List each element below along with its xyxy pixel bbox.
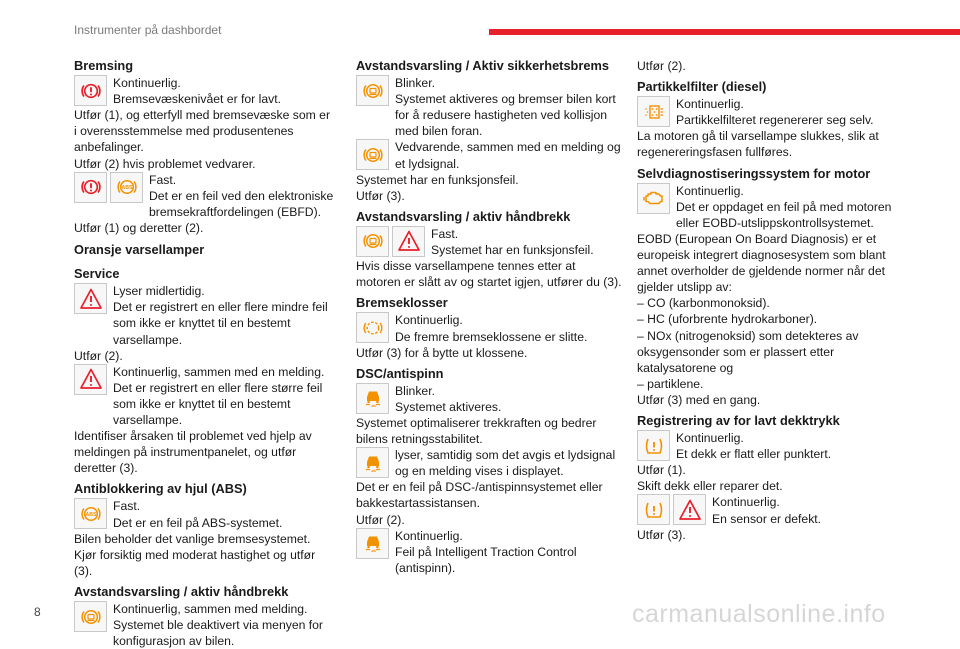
- paragraph: Utfør (1).: [637, 463, 686, 478]
- paragraph: Kjør forsiktig med moderat hastighet og utfør (3).: [74, 547, 316, 578]
- paragraph: Utfør (3).: [637, 527, 686, 542]
- paragraph: Systemet optimaliserer trekkraften og bedrer bilens retningsstabilitet.: [356, 415, 597, 447]
- watermark: carmanualsonline.info: [632, 600, 886, 628]
- paragraph: Det er en feil på DSC-/antispinnsystemet eller bakkestartassistansen.: [356, 480, 603, 511]
- heading-distance-safety-brake: Avstandsvarsling / Aktiv sikkerhetsbrems: [356, 58, 609, 73]
- section-header: Instrumenter på dashbordet: [74, 23, 222, 37]
- paragraph: EOBD (European On Board Diagnosis) er et europeisk integrert diagnosesystem som blant annet overholder de gjeldende normer når det gjelder utslipp av:: [637, 231, 886, 295]
- column-1: [74, 58, 336, 649]
- distance-alert-icon: [356, 226, 389, 257]
- warning-triangle-icon: [673, 494, 706, 525]
- tyre-pressure-icon: [637, 494, 670, 525]
- column-2: [356, 58, 622, 576]
- indicator-row: lyser, samtidig som det avgis et lydsignal og en melding vises i displayet.: [356, 447, 622, 479]
- brake-warning-icon: [74, 75, 107, 106]
- heading-distance-handbrake-2: Avstandsvarsling / aktiv håndbrekk: [356, 208, 571, 224]
- brake-pads-icon: [356, 312, 389, 343]
- indicator-row: Kontinuerlig, sammen med en melding. Det er registrert en eller flere større feil som ikke er knyttet til en bestemt varsellampe.: [74, 364, 336, 428]
- list-item: – CO (karbonmonoksid).: [637, 296, 770, 311]
- heading-brake-pads: Bremseklosser: [356, 295, 448, 311]
- heading-particle-filter: Partikkelfilter (diesel): [637, 79, 767, 95]
- list-item: – HC (uforbrente hydrokarboner).: [637, 312, 818, 327]
- indicator-row: Vedvarende, sammen med en melding og et lydsignal.: [356, 139, 622, 171]
- abs-icon: [110, 172, 143, 203]
- indicator-row: Fast. Det er en feil ved den elektroniske bremsekraftfordelingen (EBFD).: [74, 172, 336, 220]
- distance-alert-icon: [356, 75, 389, 106]
- indicator-row: Kontinuerlig. Det er oppdaget en feil på med motoren eller EOBD-utslippskontrollsystemet.: [637, 183, 899, 231]
- distance-alert-icon: [356, 139, 389, 170]
- paragraph: Systemet har en funksjonsfeil.: [356, 172, 519, 187]
- paragraph: Bilen beholder det vanlige bremsesystemet.: [74, 531, 311, 546]
- indicator-row: Kontinuerlig. En sensor er defekt.: [637, 494, 899, 526]
- list-item: – NOx (nitrogenoksid) som detekteres av oksygensonder som er plassert etter katalysatorene og: [637, 328, 859, 375]
- paragraph: Utfør (2).: [637, 59, 686, 73]
- warning-triangle-icon: [392, 226, 425, 257]
- engine-icon: [637, 183, 670, 214]
- abs-icon: [74, 498, 107, 529]
- dsc-icon: [356, 528, 389, 559]
- indicator-row: Kontinuerlig. Et dekk er flatt eller punktert.: [637, 430, 899, 462]
- heading-dsc: DSC/antispinn: [356, 365, 444, 381]
- column-3: [637, 58, 899, 543]
- indicator-row: Blinker. Systemet aktiveres og bremser bilen kort for å redusere hastigheten ved kollisjon med bilen foran.: [356, 75, 622, 139]
- indicator-row: Blinker. Systemet aktiveres.: [356, 383, 622, 415]
- paragraph: Hvis disse varsellampene tennes etter at motoren er slått av og startet igjen, utfører du (3).: [356, 259, 622, 290]
- heading-engine-diagnosis: Selvdiagnostiseringssystem for motor: [637, 165, 871, 181]
- heading-abs: Antiblokkering av hjul (ABS): [74, 481, 247, 497]
- indicator-row: Kontinuerlig. Partikkelfilteret regenererer seg selv.: [637, 96, 899, 128]
- paragraph: Identifiser årsaken til problemet ved hjelp av meldingen på instrumentpanelet, og utfør deretter (3).: [74, 429, 312, 476]
- paragraph: Skift dekk eller reparer det.: [637, 479, 783, 494]
- paragraph: Utfør (3) med en gang.: [637, 392, 761, 407]
- brake-warning-icon: [74, 172, 107, 203]
- warning-triangle-icon: [74, 364, 107, 395]
- indicator-row: Kontinuerlig. Bremsevæskenivået er for lavt.: [74, 75, 336, 107]
- paragraph: Utfør (1) og deretter (2).: [74, 220, 204, 235]
- heading-bremsing: Bremsing: [74, 58, 134, 73]
- paragraph: Utfør (1), og etterfyll med bremsevæske som er i overensstemmelse med produsentenes anbefalinger.: [74, 108, 331, 155]
- paragraph: Utfør (3).: [356, 188, 405, 203]
- paragraph: Utfør (2).: [356, 512, 405, 527]
- page-number: 8: [34, 605, 41, 619]
- header-accent-bar: [489, 29, 960, 35]
- tyre-pressure-icon: [637, 430, 670, 461]
- heading-distance-handbrake: Avstandsvarsling / aktiv håndbrekk: [74, 583, 289, 599]
- indicator-row: Fast. Det er en feil på ABS-systemet.: [74, 498, 336, 530]
- indicator-row: Lyser midlertidig. Det er registrert en eller flere mindre feil som ikke er knyttet til en bestemt varsellampe.: [74, 283, 336, 347]
- indicator-row: Fast. Systemet har en funksjonsfeil.: [356, 226, 622, 258]
- heading-tyre-pressure: Registrering av for lavt dekktrykk: [637, 412, 840, 428]
- indicator-row: Kontinuerlig. Feil på Intelligent Traction Control (antispinn).: [356, 528, 622, 576]
- heading-service: Service: [74, 266, 120, 282]
- list-item: – partiklene.: [637, 376, 704, 391]
- paragraph: La motoren gå til varsellampe slukkes, slik at regenereringsfasen fullføres.: [637, 129, 879, 160]
- particle-filter-icon: [637, 96, 670, 127]
- indicator-row: Kontinuerlig, sammen med melding. Systemet ble deaktivert via menyen for konfigurasjon av bilen.: [74, 601, 336, 649]
- warning-triangle-icon: [74, 283, 107, 314]
- section-orange-lamps: Oransje varsellamper: [74, 242, 205, 258]
- indicator-row: Kontinuerlig. De fremre bremseklossene er slitte.: [356, 312, 622, 344]
- dsc-icon: [356, 383, 389, 414]
- distance-alert-icon: [74, 601, 107, 632]
- paragraph: Utfør (3) for å bytte ut klossene.: [356, 345, 528, 360]
- paragraph: Utfør (2).: [74, 348, 123, 363]
- paragraph: Utfør (2) hvis problemet vedvarer.: [74, 156, 256, 171]
- dsc-icon: [356, 447, 389, 478]
